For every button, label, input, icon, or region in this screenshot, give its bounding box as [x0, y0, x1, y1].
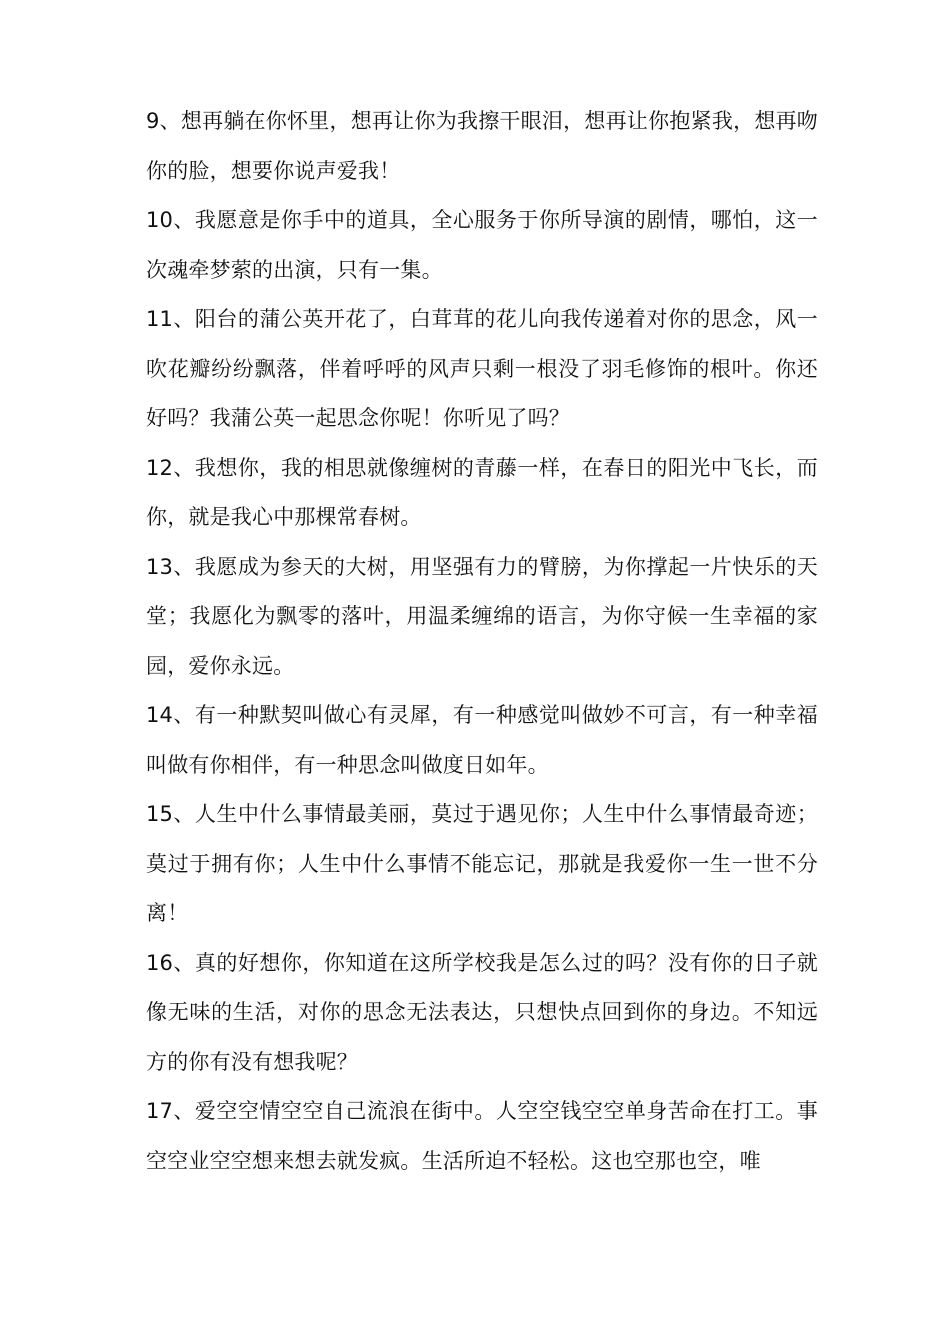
paragraph-15: 15、人生中什么事情最美丽，莫过于遇见你；人生中什么事情最奇迹；莫过于拥有你；人生中什么事情不能忘记，那就是我爱你一生一世不分离！ [146, 802, 818, 925]
paragraph-17: 17、爱空空情空空自己流浪在街中。人空空钱空空单身苦命在打工。事空空业空空想来想去就发疯。生活所迫不轻松。这也空那也空，唯 [146, 1099, 818, 1173]
paragraph-16: 16、真的好想你，你知道在这所学校我是怎么过的吗？没有你的日子就像无味的生活，对你的思念无法表达，只想快点回到你的身边。不知远方的你有没有想我呢？ [146, 950, 818, 1074]
paragraph-13: 13、我愿成为参天的大树，用坚强有力的臂膀，为你撑起一片快乐的天堂；我愿化为飘零的落叶，用温柔缠绵的语言，为你守候一生幸福的家园，爱你永远。 [146, 554, 818, 678]
document-body [146, 97, 818, 1186]
paragraph-14: 14、有一种默契叫做心有灵犀，有一种感觉叫做妙不可言，有一种幸福叫做有你相伴，有一种思念叫做度日如年。 [146, 703, 818, 777]
paragraph-12: 12、我想你，我的相思就像缠树的青藤一样，在春日的阳光中飞长，而你，就是我心中那棵常春树。 [146, 455, 818, 529]
paragraph-11: 11、阳台的蒲公英开花了，白茸茸的花儿向我传递着对你的思念，风一吹花瓣纷纷飘落，伴着呼呼的风声只剩一根没了羽毛修饰的根叶。你还好吗？我蒲公英一起思念你呢！你听见了吗？ [146, 307, 818, 430]
paragraph-10: 10、我愿意是你手中的道具，全心服务于你所导演的剧情，哪怕，这一次魂牵梦萦的出演，只有一集。 [146, 208, 818, 282]
paragraph-9: 9、想再躺在你怀里，想再让你为我擦干眼泪，想再让你抱紧我，想再吻你的脸，想要你说声爱我！ [146, 109, 818, 183]
